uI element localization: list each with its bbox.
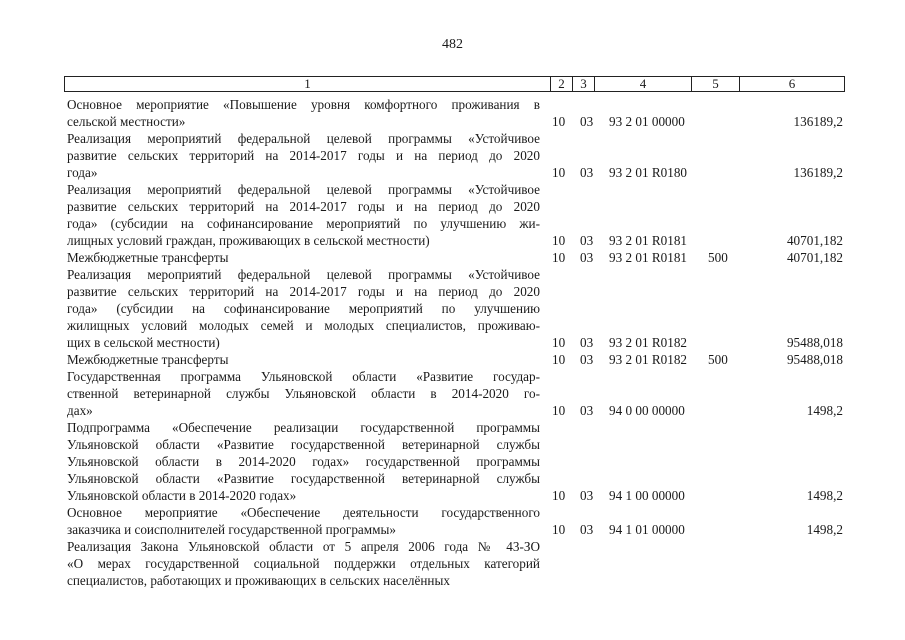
subsection-code: 03 [580,522,594,537]
section-code: 10 [552,522,566,537]
row-name-line: года» [67,165,98,180]
row-codes [0,249,905,266]
section-code: 10 [552,114,566,129]
row-name-line: Основное мероприятие «Обеспечение деятельности государственного [67,505,540,520]
target-article-code: 93 2 01 R0181 [609,233,688,248]
section-code: 10 [552,250,566,265]
row-name-line: щих в сельской местности) [67,335,220,350]
expense-type-code: 500 [708,352,728,367]
column-header-1: 1 [65,77,551,91]
subsection-code: 03 [580,114,594,129]
table-row [0,249,905,266]
row-name-line: Межбюджетные трансферты [67,250,229,265]
row-name-line: Ульяновской области «Развитие государственной ветеринарной службы [67,437,540,452]
row-name-line: «О мерах государственной социальной поддержки отдельных категорий [67,556,540,571]
row-name-line: Ульяновской области в 2014-2020 годах» [67,488,297,503]
expense-type-code: 500 [708,250,728,265]
column-header-6: 6 [788,76,796,91]
row-name-line: Ульяновской области в 2014-2020 годах» государственной программы [67,454,540,469]
row-codes [0,402,905,419]
row-name-line: Межбюджетные трансферты [67,352,229,367]
table-row [0,266,905,351]
amount: 95488,018 [786,335,843,350]
table-row [0,181,905,249]
table-header [64,76,845,92]
row-name-line: Реализация Закона Ульяновской области от 5 апреля 2006 года № 43-ЗО [67,539,540,554]
row-codes [0,113,905,130]
target-article-code: 93 2 01 R0182 [609,352,688,367]
table-row [0,96,905,130]
row-name-line: года» (субсидии на софинансирование мероприятий по улучшению [67,301,540,316]
row-name-line: Подпрограмма «Обеспечение реализации государственной программы [67,420,540,435]
table-row [0,419,905,504]
row-name-line: заказчика и соисполнителей государственной программы» [67,522,396,537]
column-header-3: 3 [573,77,595,91]
row-codes [0,572,905,589]
row-codes [0,487,905,504]
page-number: 482 [442,37,463,52]
target-article-code: 93 2 01 R0182 [609,335,688,350]
row-name-line: сельской местности» [67,114,186,129]
row-codes [0,351,905,368]
row-name-line: года» (субсидии на софинансирование мероприятий по улучшению жи- [67,216,540,231]
row-codes [0,334,905,351]
column-header-5: 5 [692,77,740,91]
row-name-line: Государственная программа Ульяновской области «Развитие государ- [67,369,540,384]
subsection-code: 03 [580,352,594,367]
amount: 1498,2 [806,403,843,418]
table-row [0,504,905,538]
section-code: 10 [552,488,566,503]
subsection-code: 03 [580,403,594,418]
row-name-line: Реализация мероприятий федеральной целевой программы «Устойчивое [67,267,540,282]
target-article-code: 93 2 01 R0181 [609,250,688,265]
row-name-line: развитие сельских территорий на 2014-2017 годы и на период до 2020 [67,199,540,214]
subsection-code: 03 [580,335,594,350]
amount: 40701,182 [786,250,843,265]
table-body [0,96,905,589]
row-name-line: дах» [67,403,93,418]
row-name-line: жилищных условий молодых семей и молодых специалистов, проживаю- [67,318,540,333]
subsection-code: 03 [580,488,594,503]
row-name-line: Реализация мероприятий федеральной целевой программы «Устойчивое [67,131,540,146]
subsection-code: 03 [580,233,594,248]
table-row [0,351,905,368]
target-article-code: 94 1 01 00000 [609,522,685,537]
table-row [0,130,905,181]
amount: 136189,2 [793,114,843,129]
row-codes [0,521,905,538]
column-header-4: 4 [595,77,692,91]
row-name-line: лищных условий граждан, проживающих в сельской местности) [67,233,430,248]
row-codes [0,232,905,249]
section-code: 10 [552,165,566,180]
table-row [0,538,905,589]
amount: 95488,018 [786,352,843,367]
row-codes [0,164,905,181]
section-code: 10 [552,335,566,350]
amount: 1498,2 [806,488,843,503]
row-name-line: специалистов, работающих и проживающих в сельских населённых [67,573,450,588]
section-code: 10 [552,233,566,248]
subsection-code: 03 [580,165,594,180]
section-code: 10 [552,403,566,418]
section-code: 10 [552,352,566,367]
amount: 40701,182 [786,233,843,248]
amount: 1498,2 [806,522,843,537]
table-row [0,368,905,419]
target-article-code: 94 0 00 00000 [609,403,685,418]
row-name-line: развитие сельских территорий на 2014-2017 годы и на период до 2020 [67,148,540,163]
column-header-2: 2 [551,77,573,91]
subsection-code: 03 [580,250,594,265]
row-name-line: Ульяновской области «Развитие государственной ветеринарной службы [67,471,540,486]
row-name-line: Основное мероприятие «Повышение уровня комфортного проживания в [67,97,540,112]
target-article-code: 94 1 00 00000 [609,488,685,503]
row-name-line: ственной ветеринарной службы Ульяновской области в 2014-2020 го- [67,386,540,401]
target-article-code: 93 2 01 R0180 [609,165,688,180]
amount: 136189,2 [793,165,843,180]
row-name-line: развитие сельских территорий на 2014-2017 годы и на период до 2020 [67,284,540,299]
target-article-code: 93 2 01 00000 [609,114,685,129]
row-name-line: Реализация мероприятий федеральной целевой программы «Устойчивое [67,182,540,197]
